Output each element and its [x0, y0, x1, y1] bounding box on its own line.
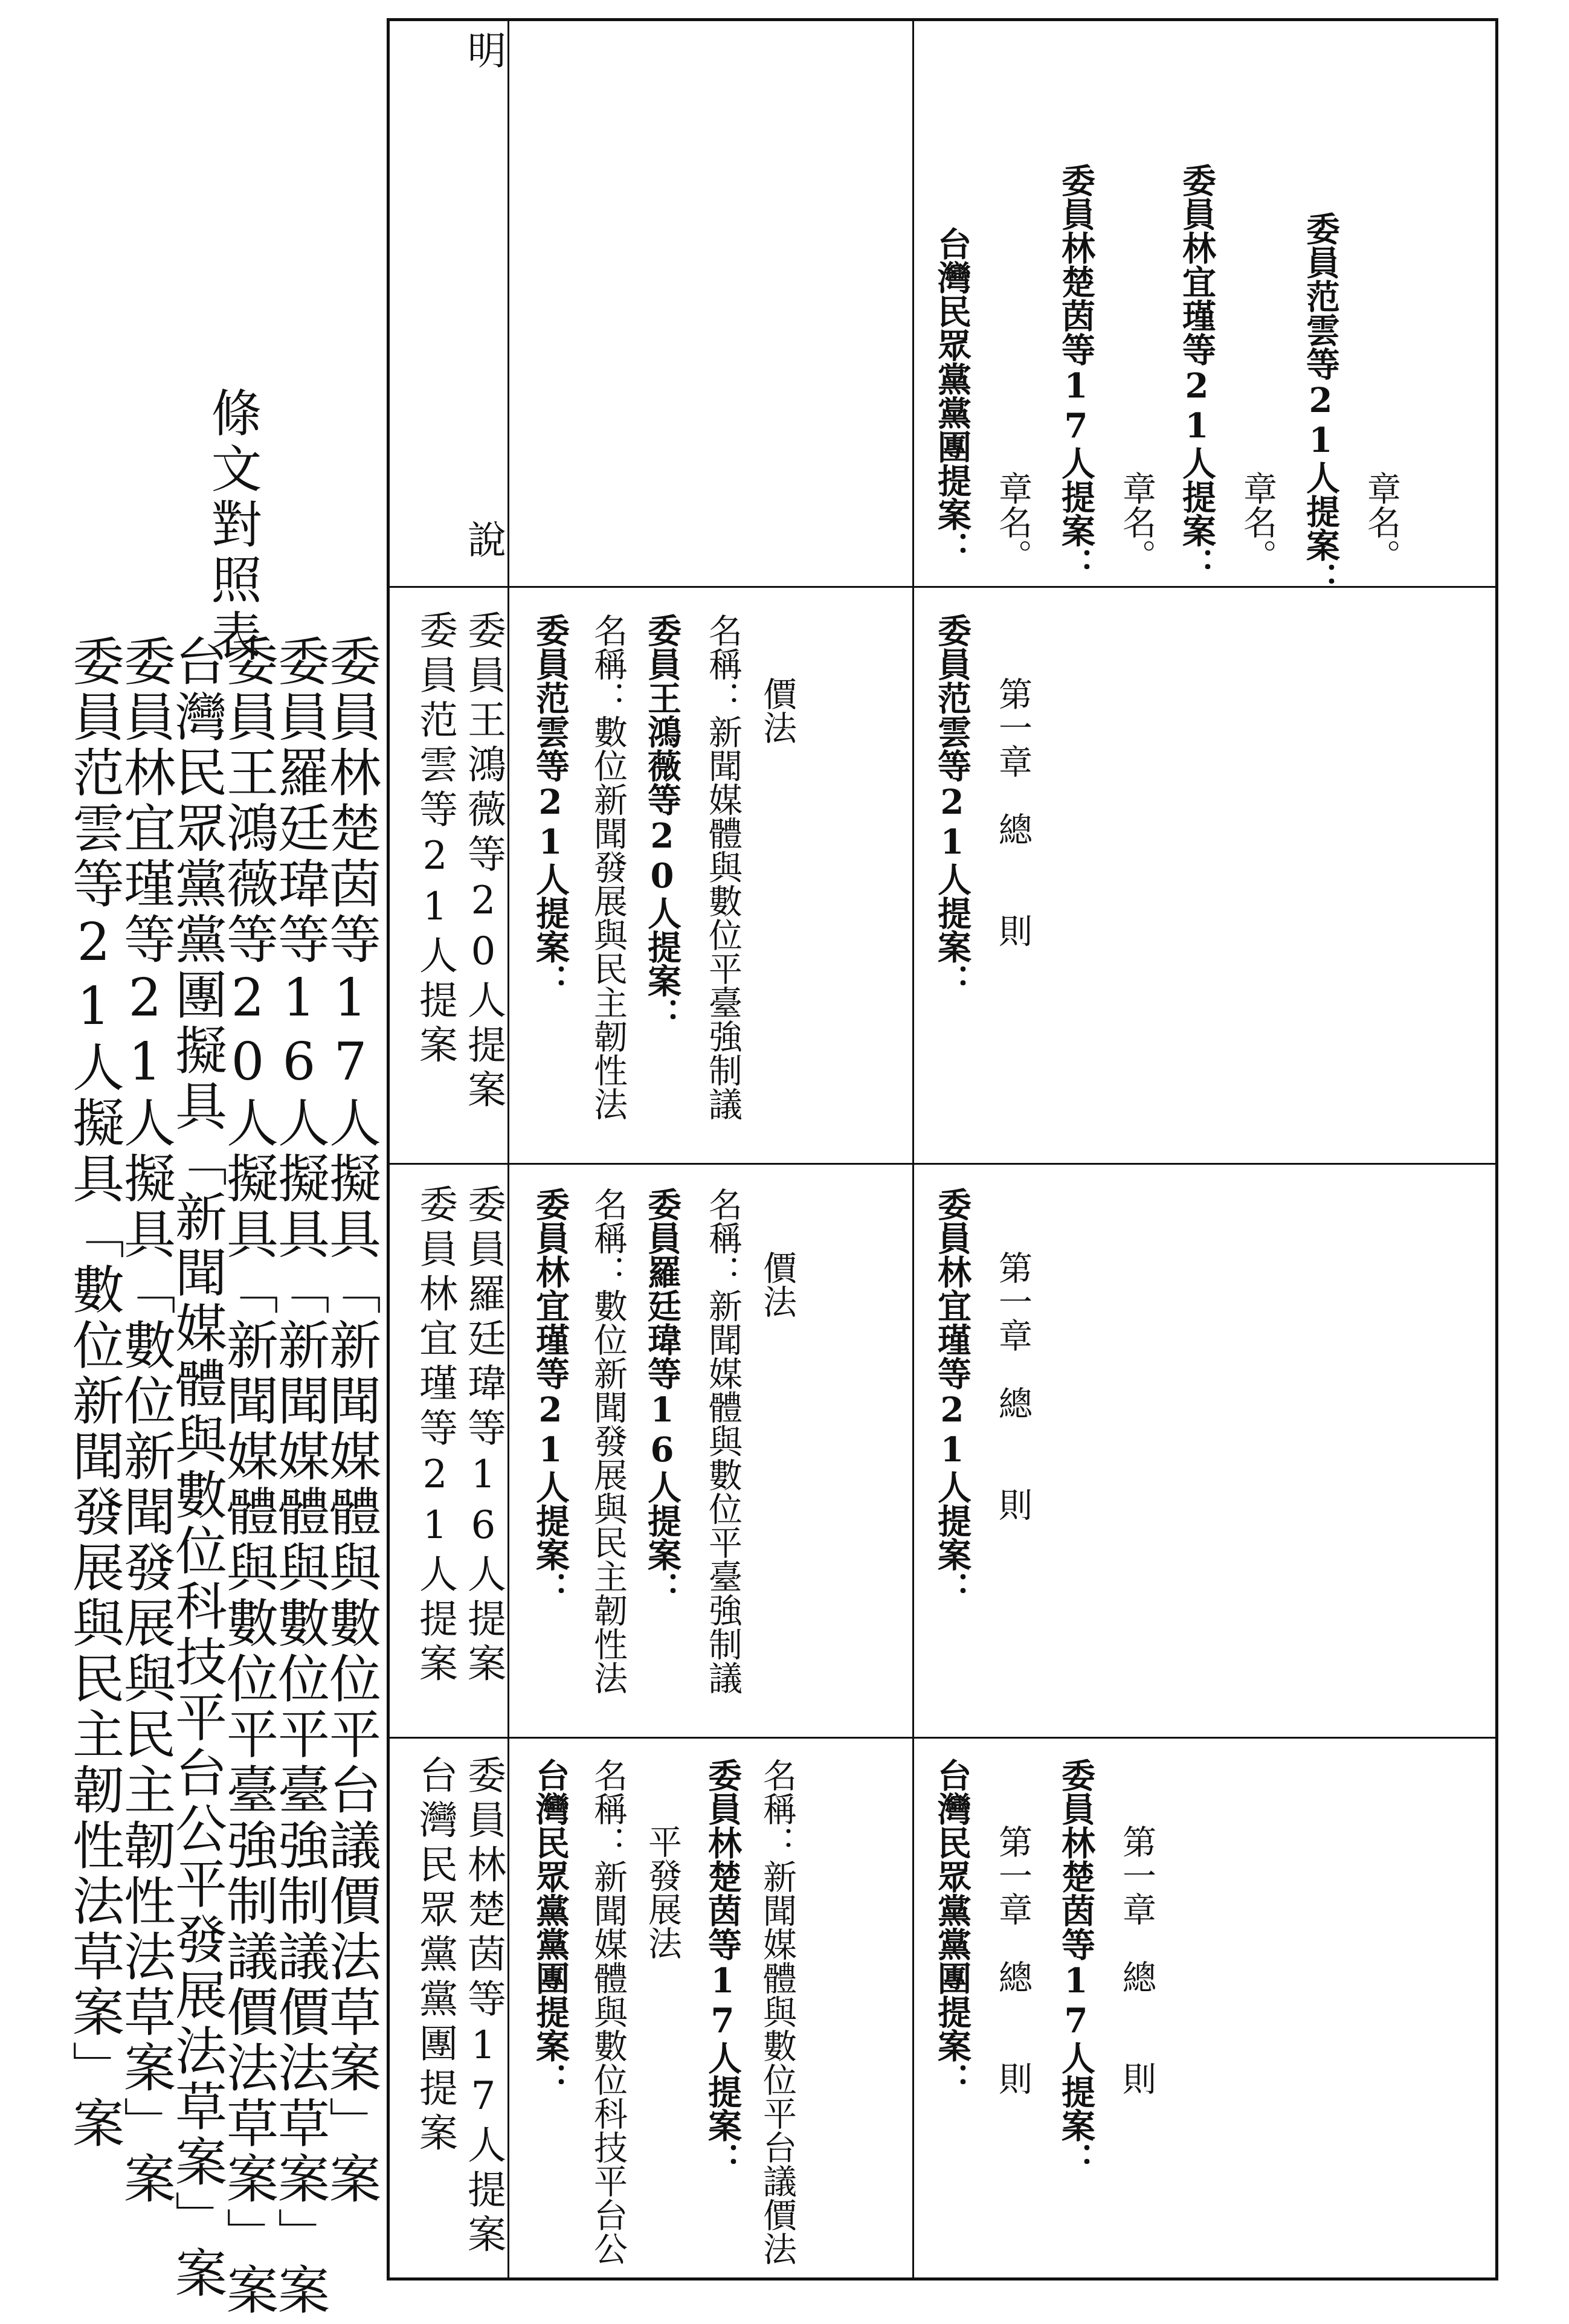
title-line-3: 委員王鴻薇等20人擬具「新聞媒體與數位平臺強制議價法草案」案	[217, 634, 278, 2319]
col2-row1-line-1: 委員林宜瑾等21人提案：	[530, 1187, 570, 1605]
col1-header-line-1: 台灣民眾黨黨團提案	[413, 1755, 457, 2157]
table-caption: 條文對照表	[203, 387, 262, 665]
col4-row2-line-8: 章名。	[1362, 471, 1401, 573]
col3-row1-line-1: 委員范雲等21人提案：	[530, 613, 570, 997]
col2-row1-line-2: 名稱：數位新聞發展與民主韌性法	[588, 1187, 628, 1695]
col1-row2-line-4: 第一章 總 則	[1117, 1824, 1156, 2095]
title-line-6: 委員范雲等21人擬具「數位新聞發展與民主韌性法草案」案	[63, 634, 124, 2152]
col3-header-line-1: 委員范雲等21人提案	[413, 610, 457, 1069]
col2-row2-line-1: 委員林宜瑾等21人提案：	[932, 1187, 972, 1605]
col1-row2-line-3: 委員林楚茵等17人提案：	[1056, 1758, 1096, 2176]
col1-row2-line-2: 第一章 總 則	[993, 1824, 1033, 2095]
col2-row2-line-2: 第一章 總 則	[993, 1251, 1033, 1521]
col3-row1-line-5: 價法	[758, 677, 797, 744]
col1-row1-line-1: 台灣民眾黨黨團提案：	[530, 1758, 570, 2096]
title-line-5: 委員林宜瑾等21人擬具「數位新聞發展與民主韌性法草案」案	[115, 634, 175, 2207]
col4-row2-line-5: 委員林宜瑾等21人提案：	[1177, 163, 1217, 581]
col1-header-line-2: 委員林楚茵等17人提案	[461, 1755, 506, 2259]
col1-row1-line-4: 委員林楚茵等17人提案：	[703, 1758, 743, 2176]
col1-row1-line-2: 名稱：新聞媒體與數位科技平台公	[588, 1758, 628, 2265]
column-divider	[390, 1737, 1495, 1739]
col2-row1-line-3: 委員羅廷瑋等16人提案：	[642, 1187, 682, 1605]
col1-row1-line-5: 名稱：新聞媒體與數位平台議價法	[758, 1758, 797, 2265]
col2-row1-line-4: 名稱：新聞媒體與數位平臺強制議	[703, 1187, 743, 1695]
col4-row2-line-1: 台灣民眾黨黨團提案：	[932, 227, 972, 565]
col3-header-line-2: 委員王鴻薇等20人提案	[461, 610, 506, 1114]
col4-row2-line-3: 委員林楚茵等17人提案：	[1056, 163, 1096, 581]
col1-row2-line-1: 台灣民眾黨黨團提案：	[932, 1758, 972, 2096]
col4-header-shuo: 說	[461, 520, 506, 564]
title-line-2: 委員羅廷瑋等16人擬具「新聞媒體與數位平臺強制議價法草案」案	[269, 634, 329, 2319]
header-row-divider	[507, 18, 509, 2281]
col4-row2-line-7: 委員范雲等21人提案：	[1301, 211, 1341, 596]
col3-row2-line-2: 第一章 總 則	[993, 677, 1033, 947]
row-divider	[912, 18, 914, 2281]
col1-row1-line-3: 平發展法	[643, 1824, 682, 1960]
col3-row1-line-3: 委員王鴻薇等20人提案：	[642, 613, 682, 1031]
col4-row2-line-6: 章名。	[1238, 471, 1277, 573]
title-line-1: 委員林楚茵等17人擬具「新聞媒體與數位平台議價法草案」案	[320, 634, 381, 2207]
title-line-4: 台灣民眾黨黨團擬具「新聞媒體與數位科技平台公平發展法草案」案	[166, 634, 227, 2302]
col2-header-line-1: 委員林宜瑾等21人提案	[413, 1184, 457, 1688]
col4-row2-line-4: 章名。	[1117, 471, 1156, 573]
col3-row1-line-4: 名稱：新聞媒體與數位平臺強制議	[703, 613, 743, 1121]
column-divider	[390, 1163, 1495, 1165]
col4-row2-line-2: 章名。	[993, 471, 1033, 573]
col3-row2-line-1: 委員范雲等21人提案：	[932, 613, 972, 997]
col4-header-ming: 明	[461, 30, 506, 75]
col2-row1-line-5: 價法	[758, 1251, 797, 1318]
col3-row1-line-2: 名稱：數位新聞發展與民主韌性法	[588, 613, 628, 1121]
col2-header-line-2: 委員羅廷瑋等16人提案	[461, 1184, 506, 1688]
